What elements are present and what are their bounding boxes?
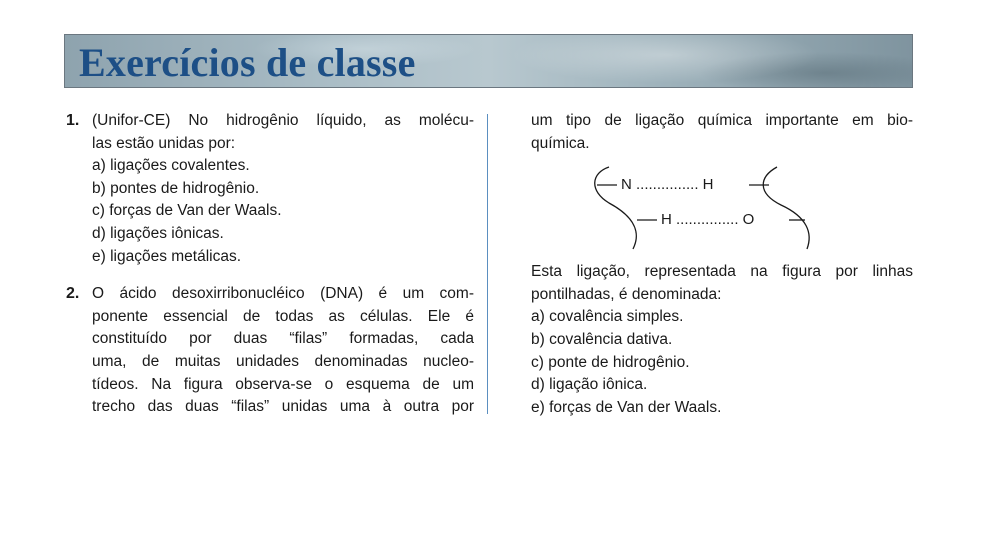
question-2-text-line: uma, de muitas unidades denominadas nucleo- bbox=[92, 352, 474, 370]
question-1-text-line: (Unifor-CE) No hidrogênio líquido, as molécu- bbox=[92, 112, 474, 129]
left-column bbox=[66, 110, 474, 419]
column-divider bbox=[487, 114, 488, 414]
question-1 bbox=[66, 110, 474, 268]
question-1-number: 1. bbox=[66, 112, 80, 129]
question-1-text-line: las estão unidas por: bbox=[92, 134, 236, 152]
question-1-option-c: c) forças de Van der Waals. bbox=[92, 202, 282, 220]
bond-n-h-label: N ............... H bbox=[621, 176, 714, 194]
question-2-continuation-line: um tipo de ligação química importante em bio- bbox=[531, 112, 913, 129]
question-2-number: 2. bbox=[66, 285, 80, 303]
question-2-text-line: ponente essencial de todas as células. Ele é bbox=[92, 307, 474, 325]
question-2-option-b: b) covalência dativa. bbox=[531, 330, 673, 348]
hydrogen-bond-figure bbox=[531, 163, 913, 253]
question-2-text-line: O ácido desoxirribonucléico (DNA) é um com- bbox=[92, 285, 474, 303]
question-1-option-d: d) ligações iônicas. bbox=[92, 224, 224, 242]
question-1-option-b: b) pontes de hidrogênio. bbox=[92, 179, 260, 197]
page-title: Exercícios de classe bbox=[79, 40, 416, 85]
dna-strands-drawing bbox=[531, 163, 913, 253]
question-2-text-line: tídeos. Na figura observa-se o esquema de um bbox=[92, 375, 474, 393]
question-1-option-e: e) ligações metálicas. bbox=[92, 247, 242, 265]
right-column bbox=[531, 110, 913, 419]
question-2 bbox=[66, 283, 474, 419]
bond-h-o-label: H ............... O bbox=[661, 211, 755, 229]
question-2-option-c: c) ponte de hidrogênio. bbox=[531, 353, 690, 371]
question-2-text-line: constituído por duas “filas” formadas, cada bbox=[92, 330, 474, 348]
question-1-option-a: a) ligações covalentes. bbox=[92, 157, 250, 175]
question-2-option-a: a) covalência simples. bbox=[531, 308, 684, 326]
question-2-prompt-line: pontilhadas, é denominada: bbox=[531, 285, 722, 303]
question-2-continuation-line: química. bbox=[531, 134, 590, 152]
question-2-option-d: d) ligação iônica. bbox=[531, 376, 648, 394]
question-2-prompt-line: Esta ligação, representada na figura por linhas bbox=[531, 263, 913, 281]
question-2-option-e: e) forças de Van der Waals. bbox=[531, 398, 722, 416]
question-2-text-line: trecho das duas “filas” unidas uma à outra por bbox=[92, 398, 474, 416]
header-banner bbox=[64, 34, 913, 88]
